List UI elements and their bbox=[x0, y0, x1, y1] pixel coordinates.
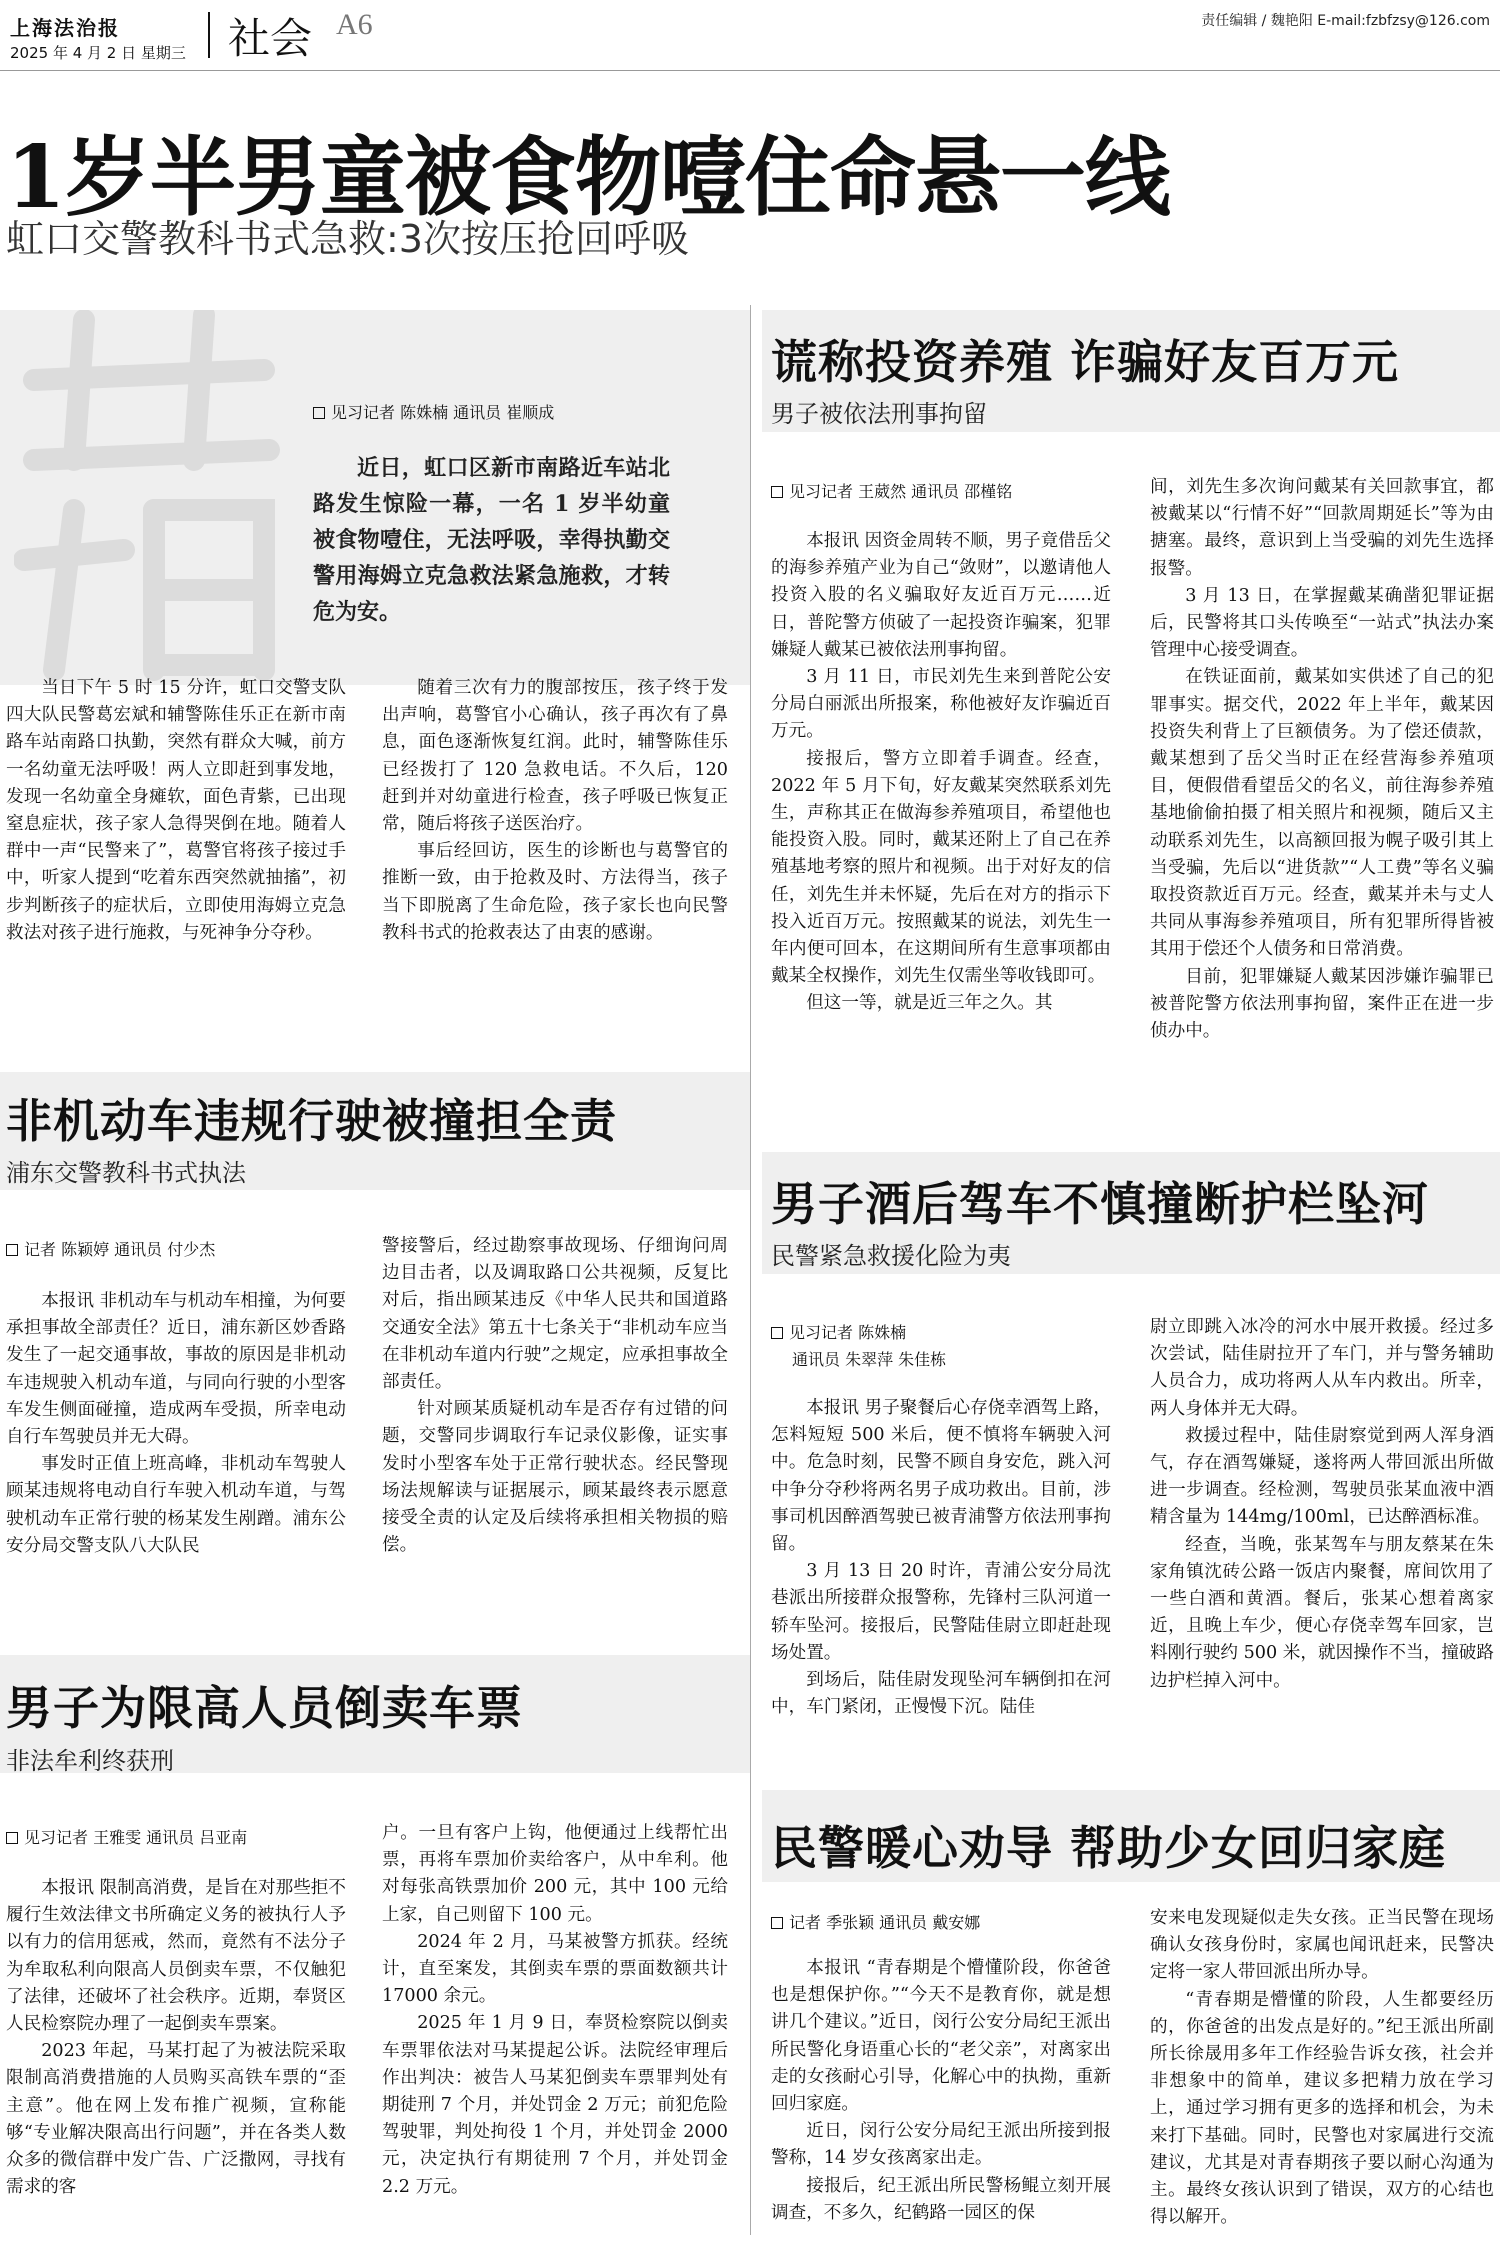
issue-date: 2025 年 4 月 2 日 星期三 bbox=[10, 44, 186, 62]
story4-col1 bbox=[771, 528, 1111, 1018]
story4-col2 bbox=[1150, 474, 1494, 1045]
editor-credit: 责任编辑 / 魏艳阳 E-mail:fzbfzsy@126.com bbox=[1201, 13, 1490, 29]
story3-byline: 见习记者 王雅雯 通讯员 吕亚南 bbox=[6, 1825, 247, 1848]
byline-box-icon bbox=[771, 1327, 783, 1339]
story3-col1 bbox=[6, 1875, 346, 2201]
story5-headline: 男子酒后驾车不慎撞断护栏坠河 bbox=[771, 1177, 1429, 1231]
story1-lead: 近日，虹口区新市南路近车站北路发生惊险一幕，一名 1 岁半幼童被食物噎住，无法呼吸，幸得执勤交警用海姆立克急救法紧急施救，才转危为安。 bbox=[313, 455, 670, 625]
main-subheadline: 虹口交警教科书式急救:3次按压抢回呼吸 bbox=[6, 217, 689, 261]
paragraph: 接报后，纪王派出所民警杨鲲立刻开展调查，不多久，纪鹤路一园区的保 bbox=[771, 2175, 1111, 2223]
paragraph: 2025 年 1 月 9 日，奉贤检察院以倒卖车票罪依法对马某提起公诉。法院经审理后作出判决：被告人马某犯倒卖车票罪判处有期徒刑 7 个月，并处罚金 2 万元；前犯危险驾驶罪，判处拘役 1 个月，并处罚金 2000 元，决定执行有期徒刑 7 个月，并处罚金 2.2 万元。 bbox=[382, 2013, 728, 2197]
paragraph: 本报讯 非机动车与机动车相撞，为何要承担事故全部责任？近日，浦东新区妙香路发生了一起交通事故，事故的原因是非机动车违规驶入机动车道，与同向行驶的小型客车发生侧面碰撞，造成两车受损，所幸电动自行车驾驶员并无大碍。 bbox=[6, 1291, 346, 1448]
story4-subheadline: 男子被依法刑事拘留 bbox=[771, 400, 987, 428]
paragraph: 救援过程中，陆佳尉察觉到两人浑身酒气，存在酒驾嫌疑，遂将两人带回派出所做进一步调查。经检测，驾驶员张某血液中酒精含量为 144mg/100ml，已达醉酒标准。 bbox=[1150, 1425, 1494, 1528]
byline-box-icon bbox=[771, 486, 783, 498]
page-number: A6 bbox=[336, 8, 373, 41]
story2-headline: 非机动车违规行驶被撞担全责 bbox=[6, 1094, 617, 1148]
story2-col2 bbox=[382, 1233, 728, 1559]
paragraph: 本报讯 因资金周转不顺，男子竟借岳父的海参养殖产业为自己“敛财”，以邀请他人投资入股的名义骗取好友近百万元……近日，普陀警方侦破了一起投资诈骗案，犯罪嫌疑人戴某已被依法刑事拘留。 bbox=[771, 531, 1111, 660]
header-rule bbox=[0, 70, 1500, 71]
paragraph: 本报讯 “青春期是个懵懂阶段，你爸爸也是想保护你。”“今天不是教育你，就是想讲几个建议。”近日，闵行公安分局纪王派出所民警化身语重心长的“老父亲”，对离家出走的女孩耐心引导，化解心中的执拗，重新回归家庭。 bbox=[771, 1958, 1111, 2115]
paragraph: 安来电发现疑似走失女孩。正当民警在现场确认女孩身份时，家属也闻讯赶来，民警决定将一家人带回派出所办导。 bbox=[1150, 1908, 1494, 1983]
story5-byline: 见习记者 陈姝楠 bbox=[771, 1320, 906, 1343]
story6-byline: 记者 季张颖 通讯员 戴安娜 bbox=[771, 1910, 980, 1933]
story6-headline: 民警暖心劝导 帮助少女回归家庭 bbox=[771, 1821, 1447, 1875]
story2-col1 bbox=[6, 1288, 346, 1560]
story3-col2 bbox=[382, 1820, 728, 2201]
story4-byline: 见习记者 王葳然 通讯员 邵槿铭 bbox=[771, 479, 1012, 502]
story3-headline: 男子为限高人员倒卖车票 bbox=[6, 1681, 523, 1735]
paragraph: 尉立即跳入冰冷的河水中展开救援。经过多次尝试，陆佳尉拉开了车门，并与警务辅助人员合力，成功将两人从车内救出。所幸，两人身体并无大碍。 bbox=[1150, 1317, 1494, 1419]
paragraph: 近日，闵行公安分局纪王派出所接到报警称，14 岁女孩离家出走。 bbox=[771, 2121, 1111, 2169]
paragraph: 目前，犯罪嫌疑人戴某因涉嫌诈骗罪已被普陀警方依法刑事拘留，案件正在进一步侦办中。 bbox=[1150, 966, 1494, 1042]
paragraph: 本报讯 限制高消费，是旨在对那些拒不履行生效法律文书所确定义务的被执行人予以有力的信用惩戒，然而，竟然有不法分子为牟取私利向限高人员倒卖车票，不仅触犯了法律，还破坏了社会秩序。近期，奉贤区人民检察院办理了一起倒卖车票案。 bbox=[6, 1878, 346, 2035]
byline-box-icon bbox=[771, 1917, 783, 1929]
paragraph: 事发时正值上班高峰，非机动车驾驶人顾某违规将电动自行车驶入机动车道，与驾驶机动车正常行驶的杨某发生剐蹭。浦东公安分局交警支队八大队民 bbox=[6, 1454, 346, 1556]
paragraph: 间，刘先生多次询问戴某有关回款事宜，都被戴某以“行情不好”“回款周期延长”等为由搪塞。最终，意识到上当受骗的刘先生选择报警。 bbox=[1150, 477, 1494, 579]
story1-byline: 见习记者 陈姝楠 通讯员 崔顺成 bbox=[313, 400, 554, 423]
paragraph: 3 月 13 日，在掌握戴某确凿犯罪证据后，民警将其口头传唤至“一站式”执法办案管理中心接受调查。 bbox=[1150, 585, 1494, 661]
paragraph: 2024 年 2 月，马某被警方抓获。经统计，直至案发，其倒卖车票的票面数额共计 17000 余元。 bbox=[382, 1931, 728, 2007]
paragraph: 户。一旦有客户上钩，他便通过上线帮忙出票，再将车票加价卖给客户，从中牟利。他对每张高铁票加价 200 元，其中 100 元给上家，自己则留下 100 元。 bbox=[382, 1823, 728, 1925]
paragraph: 到场后，陆佳尉发现坠河车辆倒扣在河中，车门紧闭，正慢慢下沉。陆佳 bbox=[771, 1670, 1111, 1718]
byline-box-icon bbox=[313, 407, 325, 419]
section-title: 社会 bbox=[228, 14, 313, 63]
paragraph: 在铁证面前，戴某如实供述了自己的犯罪事实。据交代，2022 年上半年，戴某因投资失利背上了巨额债务。为了偿还债款，戴某想到了岳父当时正在经营海参养殖项目，便假借看望岳父的名义，前往海参养殖基地偷偷拍摄了相关照片和视频，随后又主动联系刘先生，以高额回报为幌子吸引其上当受骗，先后以“进货款”“人工费”等名义骗取投资款近百万元。经查，戴某并未与丈人共同从事海参养殖项目，所有犯罪所得皆被其用于偿还个人债务和日常消费。 bbox=[1150, 667, 1494, 960]
story6-col2 bbox=[1150, 1905, 1494, 2231]
byline-box-icon bbox=[6, 1244, 18, 1256]
paragraph: 随着三次有力的腹部按压，孩子终于发出声响，葛警官小心确认，孩子再次有了鼻息，面色逐渐恢复红润。此时，辅警陈佳乐已经拨打了 120 急救电话。不久后，120 赶到并对幼童进行检查，孩子呼吸已恢复正常，随后将孩子送医治疗。 bbox=[382, 678, 728, 835]
paragraph: 事后经回访，医生的诊断也与葛警官的推断一致，由于抢救及时、方法得当，孩子当下即脱离了生命危险，孩子家长也向民警教科书式的抢救表达了由衷的感谢。 bbox=[382, 841, 728, 943]
paragraph: 2023 年起，马某打起了为被法院采取限制高消费措施的人员购买高铁车票的“歪主意”。他在网上发布推广视频，宣称能够“专业解决限高出行问题”，并在各类人数众多的微信群中发广告、广泛撒网，寻找有需求的客 bbox=[6, 2041, 346, 2198]
story3-subheadline: 非法牟利终获刑 bbox=[6, 1747, 174, 1775]
story5-byline-2: 通讯员 朱翠萍 朱佳栋 bbox=[792, 1350, 947, 1369]
story2-subheadline: 浦东交警教科书式执法 bbox=[6, 1159, 246, 1187]
paragraph: 当日下午 5 时 15 分许，虹口交警支队四大队民警葛宏斌和辅警陈佳乐正在新市南路车站南路口执勤，突然有群众大喊，前方一名幼童无法呼吸！两人立即赶到事发地，发现一名幼童全身瘫软，面色青紫，已出现窒息症状，孩子家人急得哭倒在地。随着人群中一声“民警来了”，葛警官将孩子接过手中，听家人提到“吃着东西突然就抽搐”，初步判断孩子的症状后，立即使用海姆立克急救法对孩子进行施救，与死神争分夺秒。 bbox=[6, 678, 346, 943]
paragraph: 本报讯 男子聚餐后心存侥幸酒驾上路，怎料短短 500 米后，便不慎将车辆驶入河中。危急时刻，民警不顾自身安危，跳入河中争分夺秒将两名男子成功救出。目前，涉事司机因醉酒驾驶已被青浦警方依法刑事拘留。 bbox=[771, 1398, 1111, 1555]
story1-col2 bbox=[382, 675, 728, 947]
story4-headline: 谎称投资养殖 诈骗好友百万元 bbox=[771, 335, 1400, 389]
paragraph: 但这一等，就是近三年之久。其 bbox=[806, 993, 1053, 1014]
paragraph: 接报后，警方立即着手调查。经查，2022 年 5 月下旬，好友戴某突然联系刘先生，声称其正在做海参养殖项目，希望他也能投资入股。同时，戴某还附上了自己在养殖基地考察的照片和视频。出于对好友的信任，刘先生并未怀疑，先后在对方的指示下投入近百万元。按照戴某的说法，刘先生一年内便可回本，在这期间所有生意事项都由戴某全权操作，刘先生仅需坐等收钱即可。 bbox=[771, 748, 1111, 987]
paragraph: 针对顾某质疑机动车是否存有过错的问题，交警同步调取行车记录仪影像，证实事发时小型客车处于正常行驶状态。经民警现场法规解读与证据展示，顾某最终表示愿意接受全责的认定及后续将承担相关物损的赔偿。 bbox=[382, 1399, 728, 1556]
header-divider bbox=[208, 12, 210, 58]
column-divider bbox=[750, 305, 751, 2235]
story6-col1 bbox=[771, 1955, 1111, 2227]
paragraph: 警接警后，经过勘察事故现场、仔细询问周边目击者，以及调取路口公共视频，反复比对后，指出顾某违反《中华人民共和国道路交通安全法》第五十七条关于“非机动车应当在非机动车道内行驶”之规定，应承担事故全部责任。 bbox=[382, 1236, 728, 1393]
story5-subheadline: 民警紧急救援化险为夷 bbox=[771, 1242, 1011, 1270]
byline-box-icon bbox=[6, 1832, 18, 1844]
story1-col1 bbox=[6, 675, 346, 947]
paragraph: 经查，当晚，张某驾车与朋友蔡某在朱家角镇沈砖公路一饭店内聚餐，席间饮用了一些白酒和黄酒。餐后，张某心想着离家近，且晚上车少，便心存侥幸驾车回家，岂料刚行驶约 500 米，就因操作不当，撞破路边护栏掉入河中。 bbox=[1150, 1534, 1494, 1691]
story2-byline: 记者 陈颖婷 通讯员 付少杰 bbox=[6, 1237, 215, 1260]
story5-col1 bbox=[771, 1395, 1111, 1721]
newspaper-name: 上海法治报 bbox=[10, 16, 120, 40]
column-logo-graphic bbox=[14, 310, 294, 690]
paragraph: 3 月 11 日，市民刘先生来到普陀公安分局白丽派出所报案，称他被好友诈骗近百万元。 bbox=[771, 667, 1111, 742]
paragraph: 3 月 13 日 20 时许，青浦公安分局沈巷派出所接群众报警称，先锋村三队河道一轿车坠河。接报后，民警陆佳尉立即赶赴现场处置。 bbox=[771, 1561, 1111, 1663]
paragraph: “青春期是懵懂的阶段，人生都要经历的，你爸爸的出发点是好的。”纪王派出所副所长徐晟用多年工作经验告诉女孩，社会并非想象中的简单，建议多把精力放在学习上，通过学习拥有更多的选择和机会，为未来打下基础。同时，民警也对家属进行交流建议，尤其是对青春期孩子要以耐心沟通为主。最终女孩认识到了错误，双方的心结也得以解开。 bbox=[1150, 1989, 1494, 2228]
story5-col2 bbox=[1150, 1314, 1494, 1695]
main-headline: 1岁半男童被食物噎住命悬一线 bbox=[6, 127, 1170, 228]
